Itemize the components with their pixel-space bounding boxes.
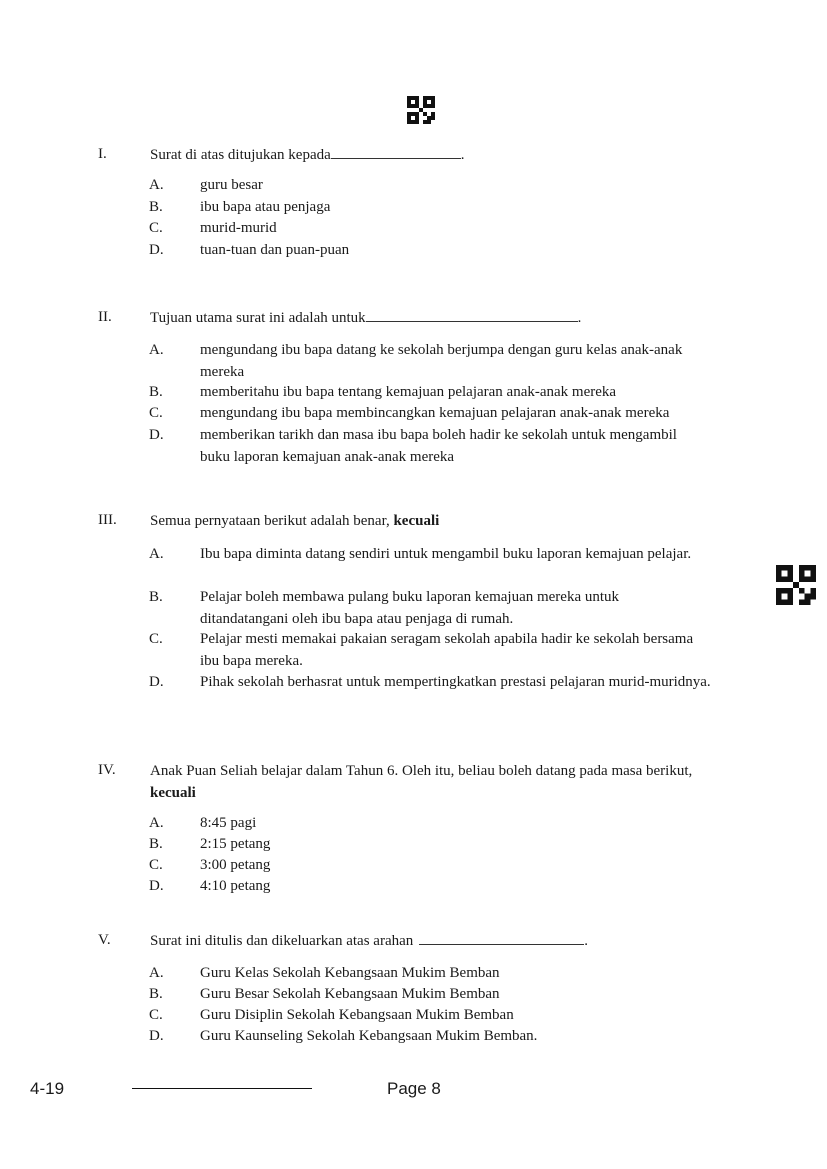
question-number: II. [98, 309, 112, 325]
qr-code-top [407, 96, 435, 129]
answer-blank [331, 144, 461, 159]
question-stem: Surat ini ditulis dan dikeluarkan atas arahan . [150, 930, 750, 952]
question-number: III. [98, 512, 117, 528]
qr-code-side [776, 565, 816, 610]
question-stem: Anak Puan Seliah belajar dalam Tahun 6. Oleh itu, beliau boleh datang pada masa berikut, kecuali [150, 763, 693, 801]
question-stem: Tujuan utama surat ini adalah untuk . [150, 307, 750, 329]
question-stem: Semua pernyataan berikut adalah benar, kecuali [150, 513, 440, 529]
question-stem: Surat di atas ditujukan kepada . [150, 144, 750, 166]
question-number: V. [98, 932, 111, 948]
footer-code: 4-19 [30, 1079, 65, 1098]
footer-rule [132, 1088, 312, 1089]
question-number: I. [98, 146, 107, 162]
question-number: IV. [98, 762, 116, 778]
answer-blank [366, 307, 578, 322]
answer-blank [419, 930, 584, 945]
page-number: Page 8 [387, 1079, 441, 1098]
